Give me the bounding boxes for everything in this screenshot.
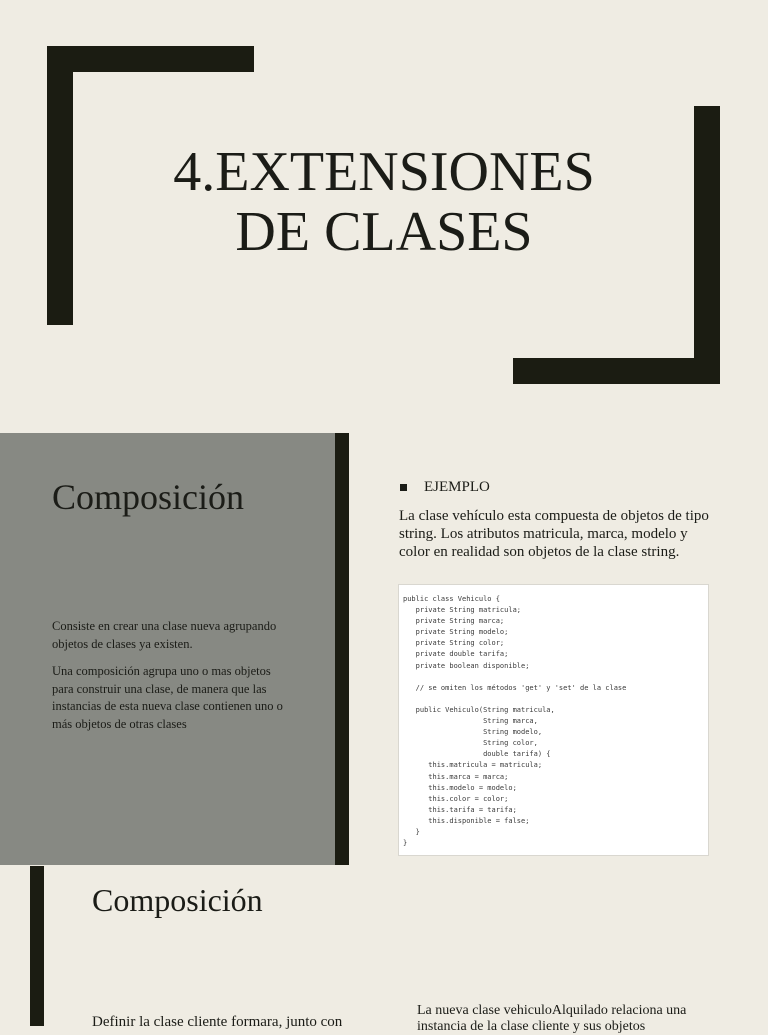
- description-paragraph-1: Consiste en crear una clase nueva agrupando objetos de clases ya existen.: [52, 619, 277, 651]
- composition-description: [52, 618, 292, 743]
- client-class-text: Definir la clase cliente formara, junto con: [92, 1014, 343, 1030]
- frame-bottom-right-vertical: [694, 106, 720, 384]
- code-text: public class Vehiculo { private String matricula; private String marca; private String modelo; private String color; private double tarifa; private boolean disponible; // se omiten los métodos 'get' y 'set' de la clase public Vehiculo(String matricula, String marca, String modelo, String color, double tarifa) { this.matricula = matricula; this.marca = marca; this.modelo = modelo; this.color = color; this.tarifa = tarifa; this.disponible = false; } }: [403, 595, 627, 848]
- title-line-1: 4.EXTENSIONES: [173, 141, 595, 203]
- panel-divider-bar: [335, 433, 349, 865]
- composition-heading-2: Composición: [92, 882, 263, 918]
- page-title: [100, 142, 668, 262]
- example-text: La clase vehículo esta compuesta de objetos de tipo string. Los atributos matricula, marca, modelo y color en realidad son objetos de la clase string.: [399, 508, 709, 560]
- example-bullet: [400, 479, 490, 496]
- left-accent-bar: [30, 866, 44, 1026]
- frame-bottom-right-horizontal: [513, 358, 720, 384]
- square-bullet-icon: [400, 484, 407, 491]
- rented-vehicle-text: La nueva clase vehiculoAlquilado relaciona una instancia de la clase cliente y sus objetos: [417, 1003, 687, 1034]
- frame-top-left-vertical: [47, 46, 73, 325]
- frame-top-left-horizontal: [47, 46, 254, 72]
- title-line-2: DE CLASES: [235, 201, 533, 263]
- code-snippet: [398, 584, 709, 856]
- example-label: EJEMPLO: [424, 479, 490, 495]
- composition-heading: Composición: [52, 477, 245, 517]
- description-paragraph-2: Una composición agrupa uno o mas objetos para construir una clase, de manera que las instancias de esta nueva clase contienen uno o más objetos de otras clases: [52, 664, 283, 731]
